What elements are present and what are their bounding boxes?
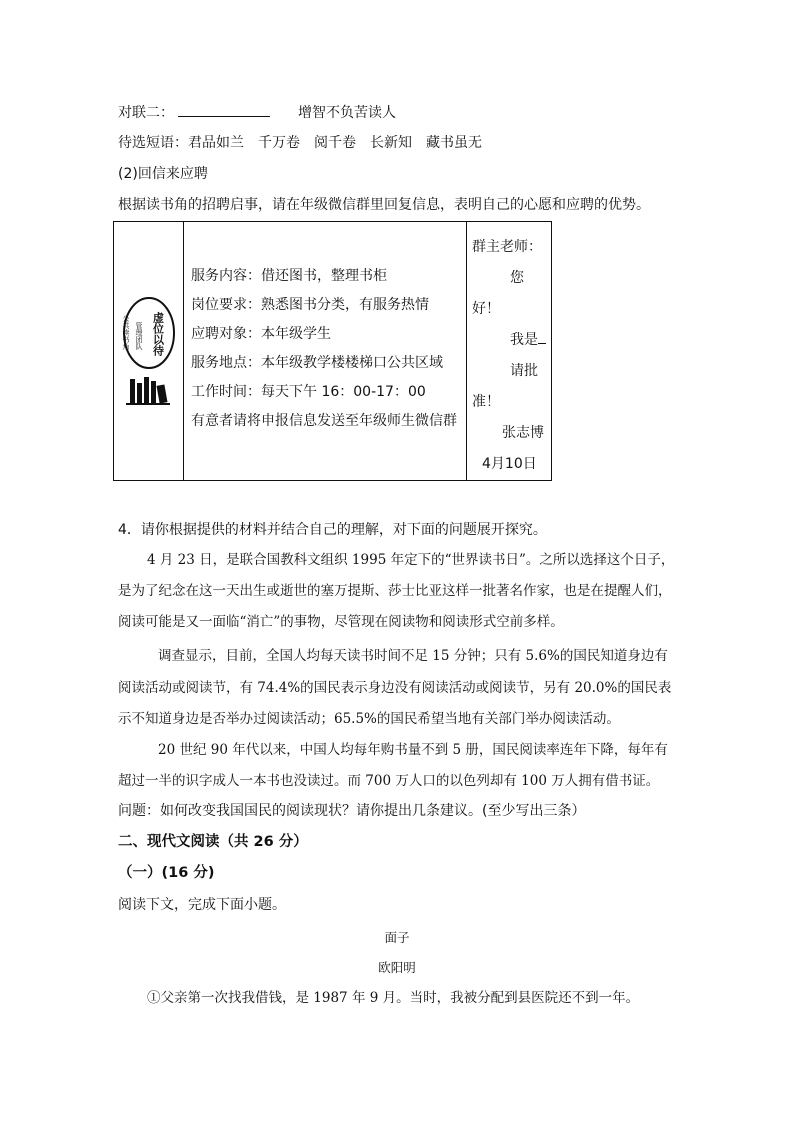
couplet-right: 增智不负苦读人 (298, 105, 396, 121)
subsection-title: （一）(16 分) (118, 865, 215, 881)
phrases-line (118, 133, 482, 153)
q2-title: (2)回信来应聘 (118, 166, 208, 182)
reply-text: 准！ (472, 394, 500, 410)
phrase-item: 藏书虽无 (426, 135, 482, 151)
svg-text:管理团队: 管理团队 (135, 322, 143, 350)
couplet-blank[interactable] (178, 102, 270, 117)
reply-text: 您 (510, 270, 524, 286)
reading-corner-logo (120, 297, 178, 409)
recruitment-table (113, 221, 552, 481)
couplet-line (118, 102, 396, 123)
svg-text:虚位以待: 虚位以待 (151, 312, 165, 356)
phrase-item: 千万卷 (258, 135, 300, 151)
svg-text:公共读书角: 公共读书角 (122, 315, 130, 350)
material-line: 20 世纪 90 年代以来，中国人均每年购书量不到 5 册，国民阅读率连年下降，每年有 (158, 742, 668, 758)
couplet-label: 对联二： (118, 105, 174, 121)
material-line: 超过一半的识字成人一本书也没读过。而 700 万人口的以色列却有 100 万人拥有借书证。 (118, 773, 660, 789)
reply-text: 我是 (472, 325, 550, 356)
article-title: 面子 (384, 930, 410, 945)
detail-line: 应聘对象：本年级学生 (191, 326, 331, 342)
q2-instruction: 根据读书角的招聘启事，请在年级微信群里回复信息，表明自己的心愿和应聘的优势。 (118, 197, 650, 213)
detail-line: 服务内容：借还图书，整理书柜 (191, 268, 387, 284)
q4-question: 问题：如何改变我国国民的阅读现状？请你提出几条建议。(至少写出三条） (118, 803, 586, 819)
phrase-item: 长新知 (370, 135, 412, 151)
material-line: 阅读活动或阅读节，有 74.4%的国民表示身边没有阅读活动或阅读节，另有 20.0%的国民表 (118, 680, 672, 696)
material-line: 调查显示，目前，全国人均每天读书时间不足 15 分钟；只有 5.6%的国民知道身边有 (158, 648, 668, 664)
article-paragraph: ①父亲第一次找我借钱，是 1987 年 9 月。当时，我被分配到县医院还不到一年。 (147, 990, 640, 1006)
detail-line: 岗位要求：熟悉图书分类，有服务热情 (191, 297, 429, 313)
table-divider (183, 222, 184, 480)
section-title: 二、现代文阅读（共 26 分） (118, 834, 308, 850)
detail-line: 服务地点：本年级教学楼楼梯口公共区域 (191, 355, 443, 371)
article-author: 欧阳明 (378, 960, 416, 975)
phrases-label: 待选短语： (118, 135, 188, 151)
material-line: 阅读可能是又一面临“消亡”的事物，尽管现在阅读物和阅读形式空前多样。 (118, 614, 564, 630)
reply-message (472, 232, 550, 480)
reply-blank[interactable] (538, 331, 546, 344)
phrase-item: 君品如兰 (188, 135, 244, 151)
reply-text: 好！ (472, 301, 500, 317)
reply-date: 4月10日 (482, 456, 537, 472)
q4-prompt: 4．请你根据提供的材料并结合自己的理解，对下面的问题展开探究。 (118, 522, 547, 538)
material-line: 4 月 23 日，是联合国教科文组织 1995 年定下的“世界读书日”。之所以选择这个日子， (147, 552, 675, 568)
table-divider (466, 222, 467, 480)
detail-line: 有意者请将申报信息发送至年级师生微信群 (191, 413, 457, 429)
recruitment-details (191, 262, 457, 436)
material-line: 是为了纪念在这一天出生或逝世的塞万提斯、莎士比亚这样一批著名作家，也是在提醒人们， (118, 583, 672, 599)
material-line: 示不知道身边是否举办过阅读活动；65.5%的国民希望当地有关部门举办阅读活动。 (118, 711, 620, 727)
reading-instruction: 阅读下文，完成下面小题。 (118, 897, 286, 913)
phrase-item: 阅千卷 (314, 135, 356, 151)
reply-name: 张志博 (502, 425, 544, 441)
reply-greeting: 群主老师： (472, 239, 542, 255)
reply-text: 请批 (510, 363, 538, 379)
detail-line: 工作时间：每天下午 16：00-17：00 (191, 384, 426, 400)
books-icon (126, 377, 170, 405)
